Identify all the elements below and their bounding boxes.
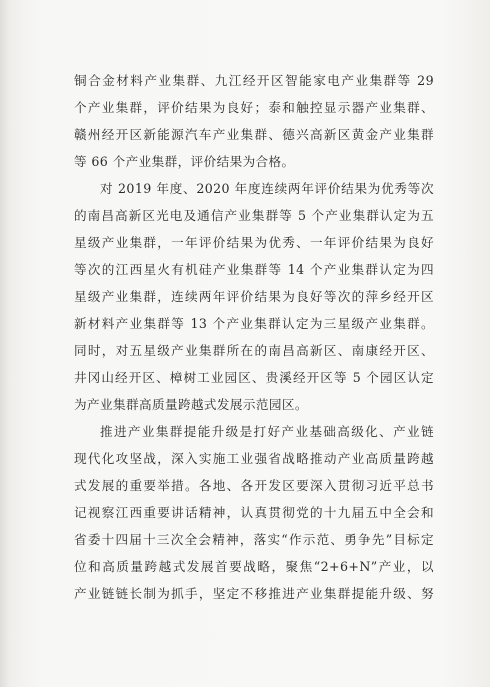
text-line: 铜合金材料产业集群、九江经开区智能家电产业集群等 29 [74,73,434,88]
text-line: 为产业集群高质量跨越式发展示范园区。 [74,397,308,412]
text-line: 式发展的重要举措。各地、各开发区要深入贯彻习近平总书 [74,478,434,493]
text-line: 的南昌高新区光电及通信产业集群等 5 个产业集群认定为五 [74,208,434,223]
text-line: 产业链链长制为抓手，坚定不移推进产业集群提能升级、努 [74,586,434,601]
text-line: 星级产业集群，一年评价结果为优秀、一年评价结果为良好 [74,235,434,250]
text-line: 井冈山经开区、樟树工业园区、贵溪经开区等 5 个园区认定 [74,370,434,385]
text-line: 现代化攻坚战，深入实施工业强省战略推动产业高质量跨越 [74,451,434,466]
text-line: 星级产业集群，连续两年评价结果为良好等次的萍乡经开区 [74,289,434,304]
text-line: 新材料产业集群等 13 个产业集群认定为三星级产业集群。 [74,316,434,331]
paragraph-first-line: 对 2019 年度、2020 年度连续两年评价结果为优秀等次 [100,181,434,196]
text-line: 位和高质量跨越式发展首要战略，聚焦“2+6+N”产业，以 [74,559,434,574]
text-line: 赣州经开区新能源汽车产业集群、德兴高新区黄金产业集群 [74,127,434,142]
text-line: 同时，对五星级产业集群所在的南昌高新区、南康经开区、 [74,343,434,358]
text-line: 等次的江西星火有机硅产业集群等 14 个产业集群认定为四 [74,262,434,277]
text-line: 等 66 个产业集群，评价结果为合格。 [74,154,295,169]
text-line: 记视察江西重要讲话精神，认真贯彻党的十九届五中全会和 [74,505,434,520]
paragraph-first-line: 推进产业集群提能升级是打好产业基础高级化、产业链 [100,424,434,439]
text-line: 省委十四届十三次全会精神，落实“作示范、勇争先”目标定 [74,532,434,547]
text-line: 个产业集群，评价结果为良好；泰和触控显示器产业集群、 [74,100,434,115]
document-body [74,67,434,607]
